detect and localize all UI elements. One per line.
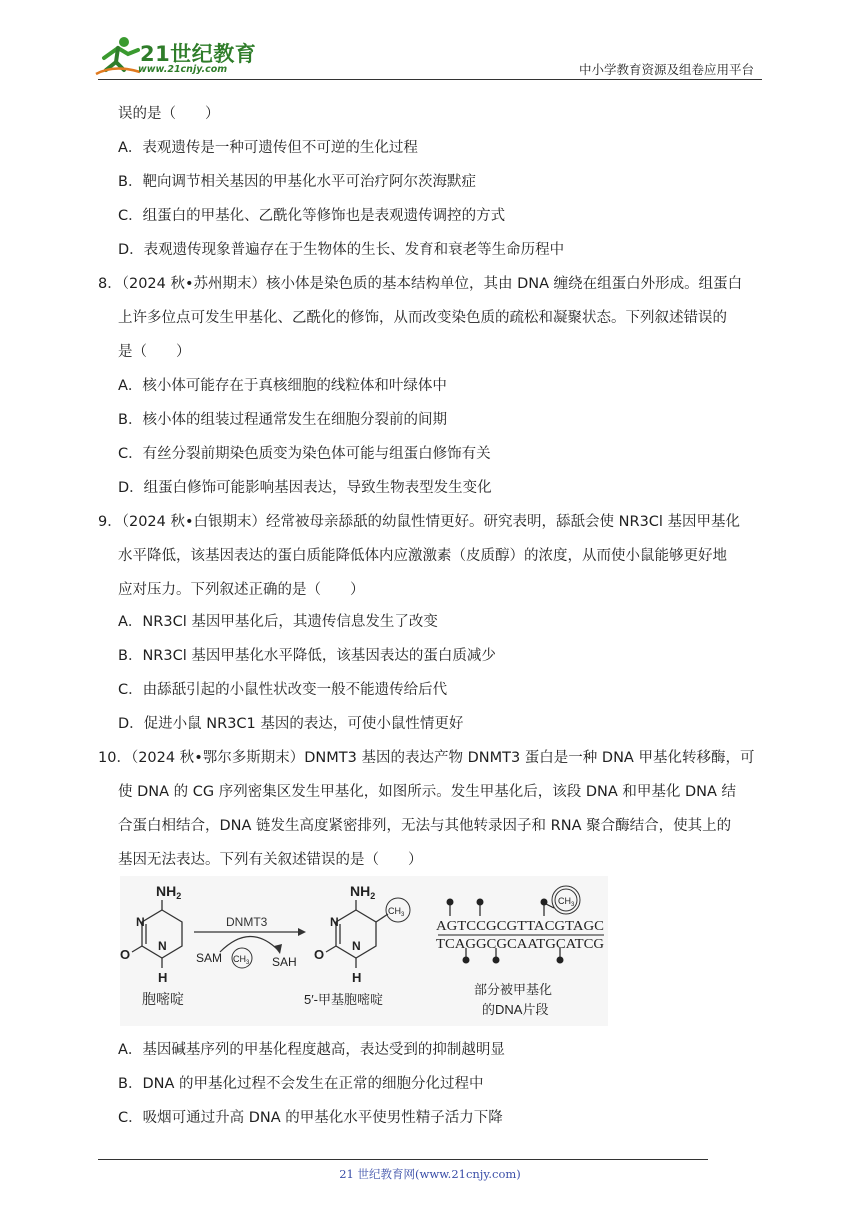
dna-bottom-strand: TCAGGCGCAATGCATCG [436,936,605,951]
option-a: A．NR3Cl 基因甲基化后，其遗传信息发生了改变 [118,614,438,630]
h-label: H [352,970,362,985]
question-10-line: 10．（2024 秋•鄂尔多斯期末）DNMT3 基因的表达产物 DNMT3 蛋白是一种 DNA 甲基化转移酶，可 [98,750,755,766]
nh2-label: $NH_2$ [350,883,376,901]
nh2-label: $NH_2$ [156,883,182,901]
n-label: N [136,915,145,929]
dna-caption: 的DNA片段 [482,1002,549,1017]
question-9-line: 水平降低，该基因表达的蛋白质能降低体内应激激素（皮质醇）的浓度，从而使小鼠能够更好地 [118,548,727,564]
option-a: A．表观遗传是一种可遗传但不可逆的生化过程 [118,140,418,156]
text-line: 误的是（ ） [118,106,220,122]
h-label: H [158,970,168,985]
option-d: D．表观遗传现象普遍存在于生物体的生长、发育和衰老等生命历程中 [118,242,565,258]
option-b: B．NR3Cl 基因甲基化水平降低，该基因表达的蛋白质减少 [118,648,496,664]
footer-divider [98,1159,708,1160]
option-b: B．靶向调节相关基因的甲基化水平可治疗阿尔茨海默症 [118,174,476,190]
option-b: B．DNA 的甲基化过程不会发生在正常的细胞分化过程中 [118,1076,484,1092]
option-c: C．由舔舐引起的小鼠性状改变一般不能遗传给后代 [118,682,448,698]
question-9-line: 应对压力。下列叙述正确的是（ ） [118,582,365,598]
header-divider [98,79,762,80]
option-c: C．有丝分裂前期染色质变为染色体可能与组蛋白修饰有关 [118,446,491,462]
platform-name: 中小学教育资源及组卷应用平台 [578,62,754,77]
ch3-label: $CH_3$ [388,906,405,918]
option-d: D．促进小鼠 NR3C1 基因的表达，可使小鼠性情更好 [118,716,464,732]
logo-text: 21世纪教育 [140,42,257,66]
option-b: B．核小体的组装过程通常发生在细胞分裂前的间期 [118,412,447,428]
option-c: C．吸烟可通过升高 DNA 的甲基化水平使男性精子活力下降 [118,1110,503,1126]
question-10-line: 使 DNA 的 CG 序列密集区发生甲基化，如图所示。发生甲基化后，该段 DNA 和甲基化 DNA 结 [118,784,737,800]
n-label: N [352,939,361,953]
option-d: D．组蛋白修饰可能影响基因表达，导致生物表型发生变化 [118,480,492,496]
sah-label: SAH [272,955,297,969]
question-10-line: 合蛋白相结合，DNA 链发生高度紧密排列，无法与其他转录因子和 RNA 聚合酶结合，使其上的 [118,818,732,834]
question-9-line: 9．（2024 秋•白银期末）经常被母亲舔舐的幼鼠性情更好。研究表明，舔舐会使 NR3Cl 基因甲基化 [98,514,741,530]
n-label: N [330,915,339,929]
option-a: A．核小体可能存在于真核细胞的线粒体和叶绿体中 [118,378,447,394]
logo-url: www.21cnjy.com [138,64,228,75]
sam-label: SAM [196,951,223,965]
cytosine-caption: 胞嘧啶 [142,991,184,1007]
dna-top-strand: AGTCCGCGTTACGTAGC [436,918,604,933]
n-label: N [158,939,167,953]
site-logo[interactable] [94,34,264,78]
question-8-line: 8．（2024 秋•苏州期末）核小体是染色质的基本结构单位，其由 DNA 缠绕在组蛋白外形成。组蛋白 [98,276,743,292]
runner-logo-icon [94,34,142,78]
option-a: A．基因碱基序列的甲基化程度越高，表达受到的抑制越明显 [118,1042,505,1058]
question-10-line: 基因无法表达。下列有关叙述错误的是（ ） [118,852,423,868]
question-8-line: 是（ ） [118,344,191,360]
o-label: O [120,947,131,962]
footer-link[interactable]: 21 世纪教育网(www.21cnjy.com) [339,1167,521,1181]
dna-caption: 部分被甲基化 [474,982,553,997]
option-c: C．组蛋白的甲基化、乙酰化等修饰也是表观遗传调控的方式 [118,208,506,224]
ch3-label: $CH_3$ [558,896,575,908]
methylation-figure [120,876,608,1026]
question-8-line: 上许多位点可发生甲基化、乙酰化的修饰，从而改变染色质的疏松和凝聚状态。下列叙述错误的 [118,310,727,326]
methylcytosine-caption: 5′-甲基胞嘧啶 [304,992,383,1007]
dnmt3-label: DNMT3 [226,915,268,929]
o-label: O [314,947,325,962]
ch3-label: $CH_3$ [233,954,250,966]
